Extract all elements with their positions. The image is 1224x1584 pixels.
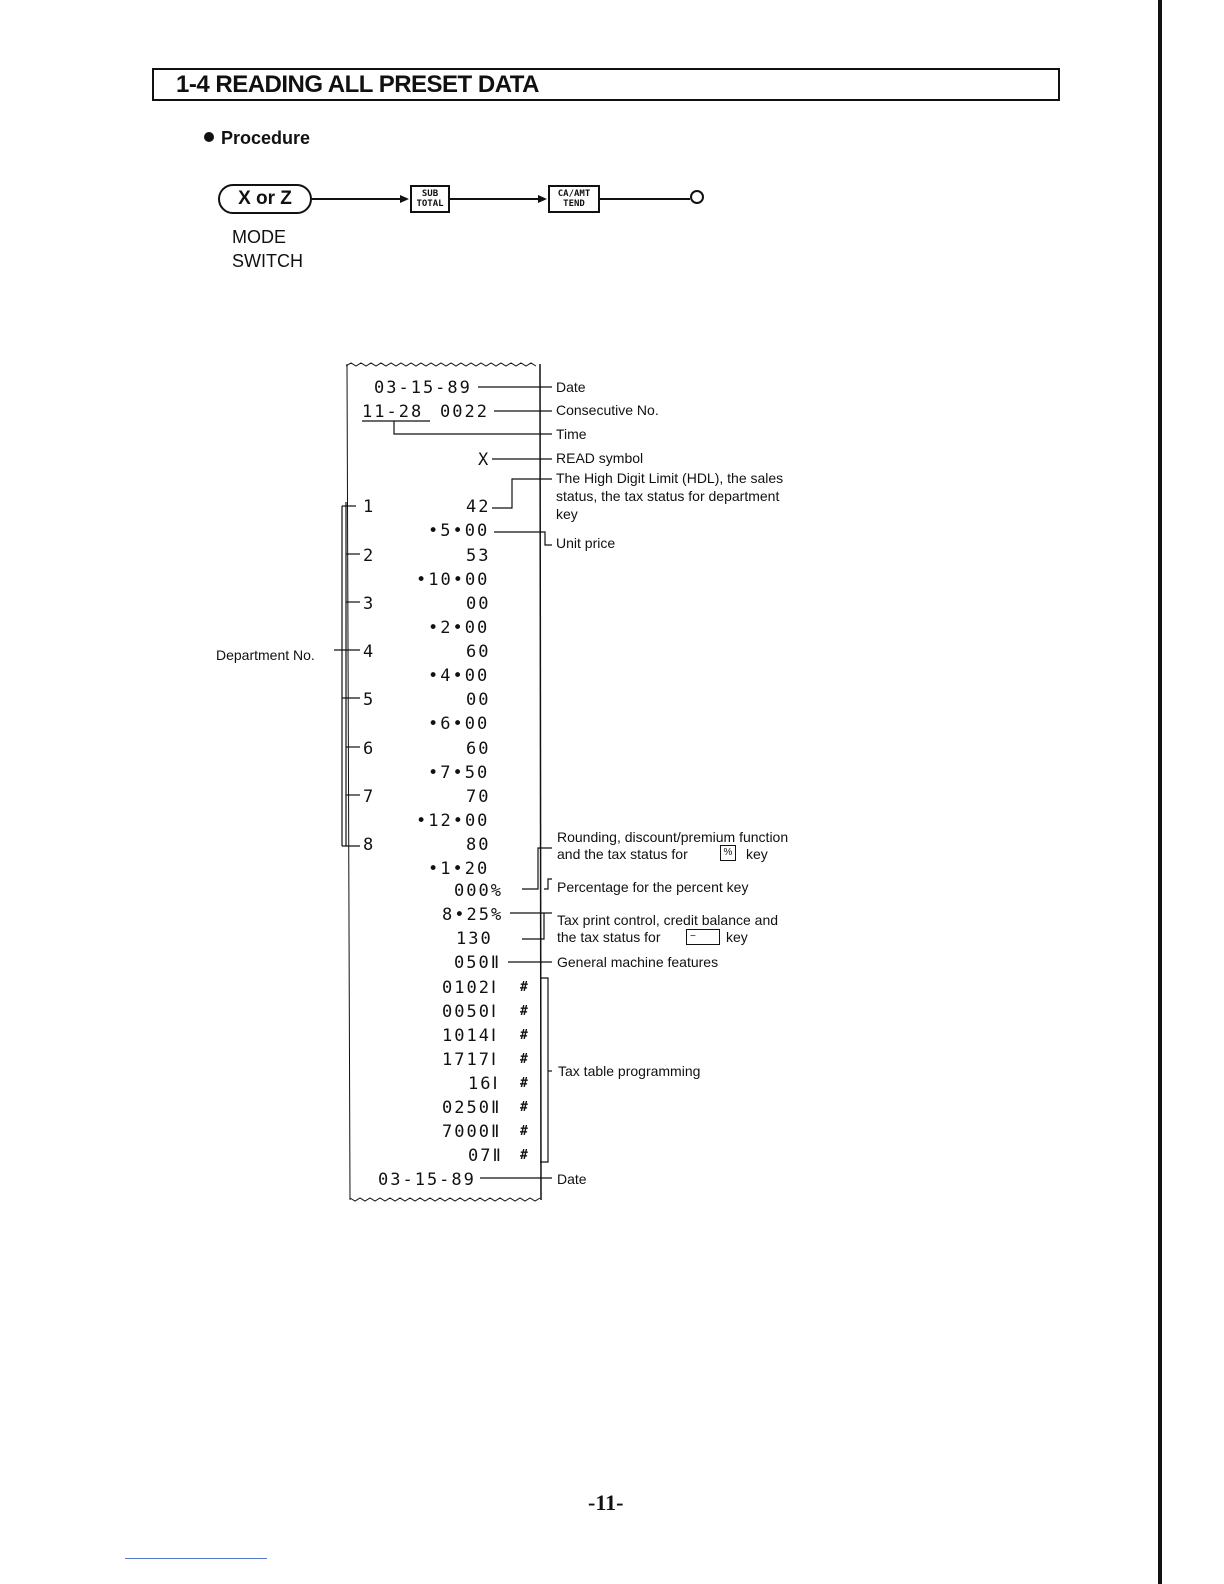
- hash-mark: #: [520, 1004, 528, 1019]
- label-tax-print-2: the tax status for: [557, 929, 661, 945]
- dept-status: 42: [466, 497, 491, 517]
- dept-status: 60: [466, 739, 491, 759]
- tax-table-row: 0250Ⅱ: [442, 1098, 502, 1118]
- dept-price: •10•00: [416, 570, 490, 590]
- receipt-tear-top: [346, 363, 536, 366]
- label-rounding-1: Rounding, discount/premium function: [557, 829, 789, 845]
- receipt-percentage: 8•25%: [442, 905, 504, 925]
- receipt-time: 11-28: [362, 402, 424, 422]
- hash-mark: #: [520, 980, 528, 995]
- receipt-date-bottom: 03-15-89: [378, 1170, 476, 1190]
- hash-mark: #: [520, 1124, 528, 1139]
- tax-table-row: 07Ⅱ: [468, 1146, 503, 1166]
- page-number: -11-: [588, 1490, 624, 1515]
- label-hdl-1: The High Digit Limit (HDL), the sales: [556, 470, 784, 486]
- dept-price: •12•00: [416, 811, 490, 831]
- label-time: Time: [556, 426, 587, 442]
- mode-switch-key-label: X or Z: [238, 188, 292, 209]
- label-unit-price: Unit price: [556, 535, 616, 551]
- label-percentage: Percentage for the percent key: [557, 879, 749, 895]
- dept-price: •1•20: [428, 859, 490, 879]
- label-rounding-3: key: [746, 846, 768, 862]
- switch-label: SWITCH: [232, 251, 303, 271]
- tax-table-row: 0050Ⅰ: [442, 1002, 498, 1022]
- dept-no: 5: [363, 690, 374, 710]
- hash-mark: #: [520, 1148, 528, 1163]
- subtotal-key-line2: TOTAL: [416, 199, 444, 209]
- dept-status: 00: [466, 690, 491, 710]
- receipt-tax-print: 130: [456, 929, 493, 949]
- dept-no: 7: [363, 787, 374, 807]
- minus-key-icon: −: [686, 929, 720, 945]
- footer-underline: [125, 1558, 267, 1559]
- dept-status: 80: [466, 835, 491, 855]
- label-date: Date: [556, 379, 586, 395]
- label-hdl-3: key: [556, 506, 578, 522]
- dept-price: •7•50: [428, 763, 490, 783]
- dept-no: 3: [363, 594, 374, 614]
- label-department-no: Department No.: [216, 647, 315, 663]
- ca-amt-key-line1: CA/AMT: [557, 189, 591, 199]
- dept-no: 1: [363, 497, 374, 517]
- section-title: 1-4 READING ALL PRESET DATA: [176, 71, 539, 98]
- dept-status: 00: [466, 594, 491, 614]
- dept-price: •2•00: [428, 618, 490, 638]
- receipt-read-symbol: X: [478, 450, 491, 470]
- dept-price: •4•00: [428, 666, 490, 686]
- procedure-heading-text: Procedure: [221, 128, 311, 148]
- dept-no: 6: [363, 739, 374, 759]
- hash-mark: #: [520, 1076, 528, 1091]
- receipt-general: 050Ⅱ: [454, 953, 502, 973]
- label-read-symbol: READ symbol: [556, 450, 644, 466]
- label-date-bottom: Date: [557, 1171, 587, 1187]
- tax-table-row: 7000Ⅱ: [442, 1122, 502, 1142]
- receipt-right-edge: [540, 364, 541, 1200]
- hash-mark: #: [520, 1052, 528, 1067]
- label-tax-table: Tax table programming: [558, 1063, 701, 1079]
- mode-label: MODE: [232, 227, 286, 247]
- tax-table-row: 1717Ⅰ: [442, 1050, 498, 1070]
- subtotal-key-line1: SUB: [421, 189, 439, 199]
- tax-table-row: 16Ⅰ: [468, 1074, 500, 1094]
- label-rounding-2: and the tax status for: [557, 846, 688, 862]
- dept-price: •5•00: [428, 521, 490, 541]
- dept-price: •6•00: [428, 714, 490, 734]
- dept-no: 2: [363, 546, 374, 566]
- percent-key-icon: %: [720, 845, 736, 861]
- tax-table-row: 0102Ⅰ: [442, 978, 498, 998]
- receipt-consecutive: 0022: [440, 402, 489, 422]
- hash-mark: #: [520, 1028, 528, 1043]
- dept-status: 60: [466, 642, 491, 662]
- receipt-date-top: 03-15-89: [374, 378, 472, 398]
- receipt-rounding: 000%: [454, 881, 503, 901]
- ca-amt-key-line2: TEND: [563, 199, 585, 209]
- dept-no: 8: [363, 835, 374, 855]
- label-general: General machine features: [557, 954, 719, 970]
- dept-status: 70: [466, 787, 491, 807]
- receipt-tear-bottom: [350, 1198, 540, 1201]
- label-consecutive: Consecutive No.: [556, 402, 659, 418]
- dept-no: 4: [363, 642, 374, 662]
- receipt-left-edge: [347, 364, 350, 1200]
- label-hdl-2: status, the tax status for department: [556, 488, 780, 504]
- label-tax-print-3: key: [726, 929, 748, 945]
- hash-mark: #: [520, 1100, 528, 1115]
- tax-table-row: 1014Ⅰ: [442, 1026, 498, 1046]
- dept-status: 53: [466, 546, 491, 566]
- label-tax-print-1: Tax print control, credit balance and: [557, 912, 779, 928]
